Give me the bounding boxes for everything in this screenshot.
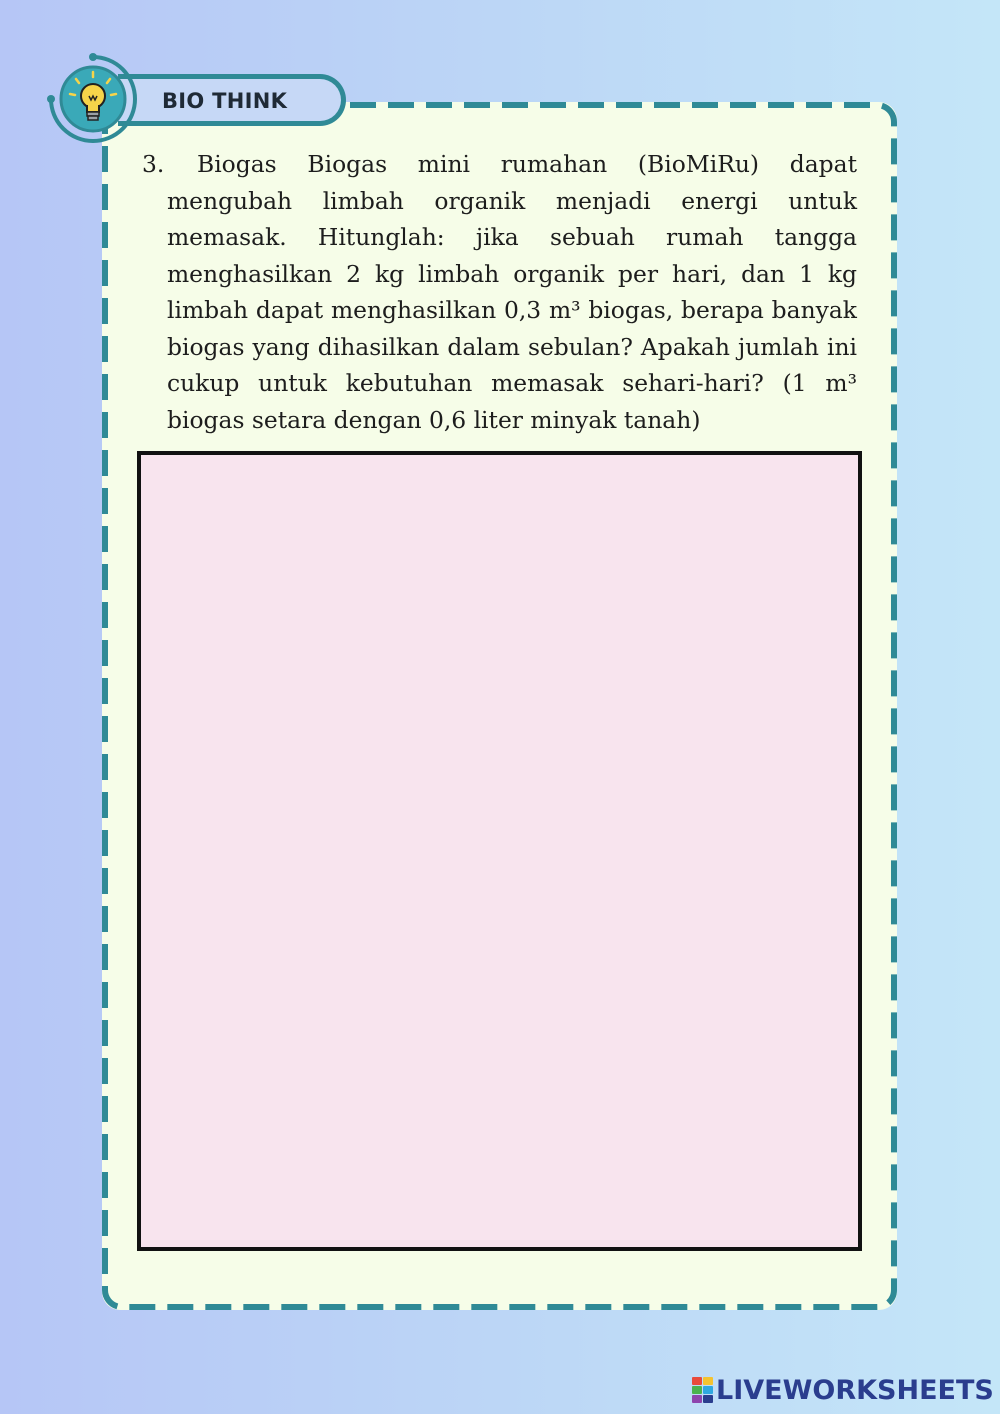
question-text: Biogas Biogas mini rumahan (BioMiRu) dapat mengubah limbah organik menjadi energi untuk memasak. Hitunglah: jika sebuah rumah tangga menghasilkan 2 kg limbah organik per hari, dan 1 kg limbah dapat menghasilkan 0,3 m³ biogas, berapa banyak biogas yang dihasilkan dalam sebulan? Apakah jumlah ini cukup untuk kebutuhan memasak sehari-hari? (1 m³ biogas setara dengan 0,6 liter minyak tanah): [167, 150, 857, 434]
section-badge: [118, 74, 346, 126]
question-number: 3.: [142, 150, 165, 178]
question-block: [142, 146, 857, 438]
badge-label: BIO THINK: [162, 89, 288, 113]
answer-box[interactable]: [137, 451, 862, 1251]
lightbulb-icon: [46, 52, 140, 146]
liveworksheets-logo: [692, 1373, 994, 1407]
logo-grid-icon: [692, 1377, 713, 1403]
logo-text: LIVEWORKSHEETS: [716, 1374, 994, 1406]
